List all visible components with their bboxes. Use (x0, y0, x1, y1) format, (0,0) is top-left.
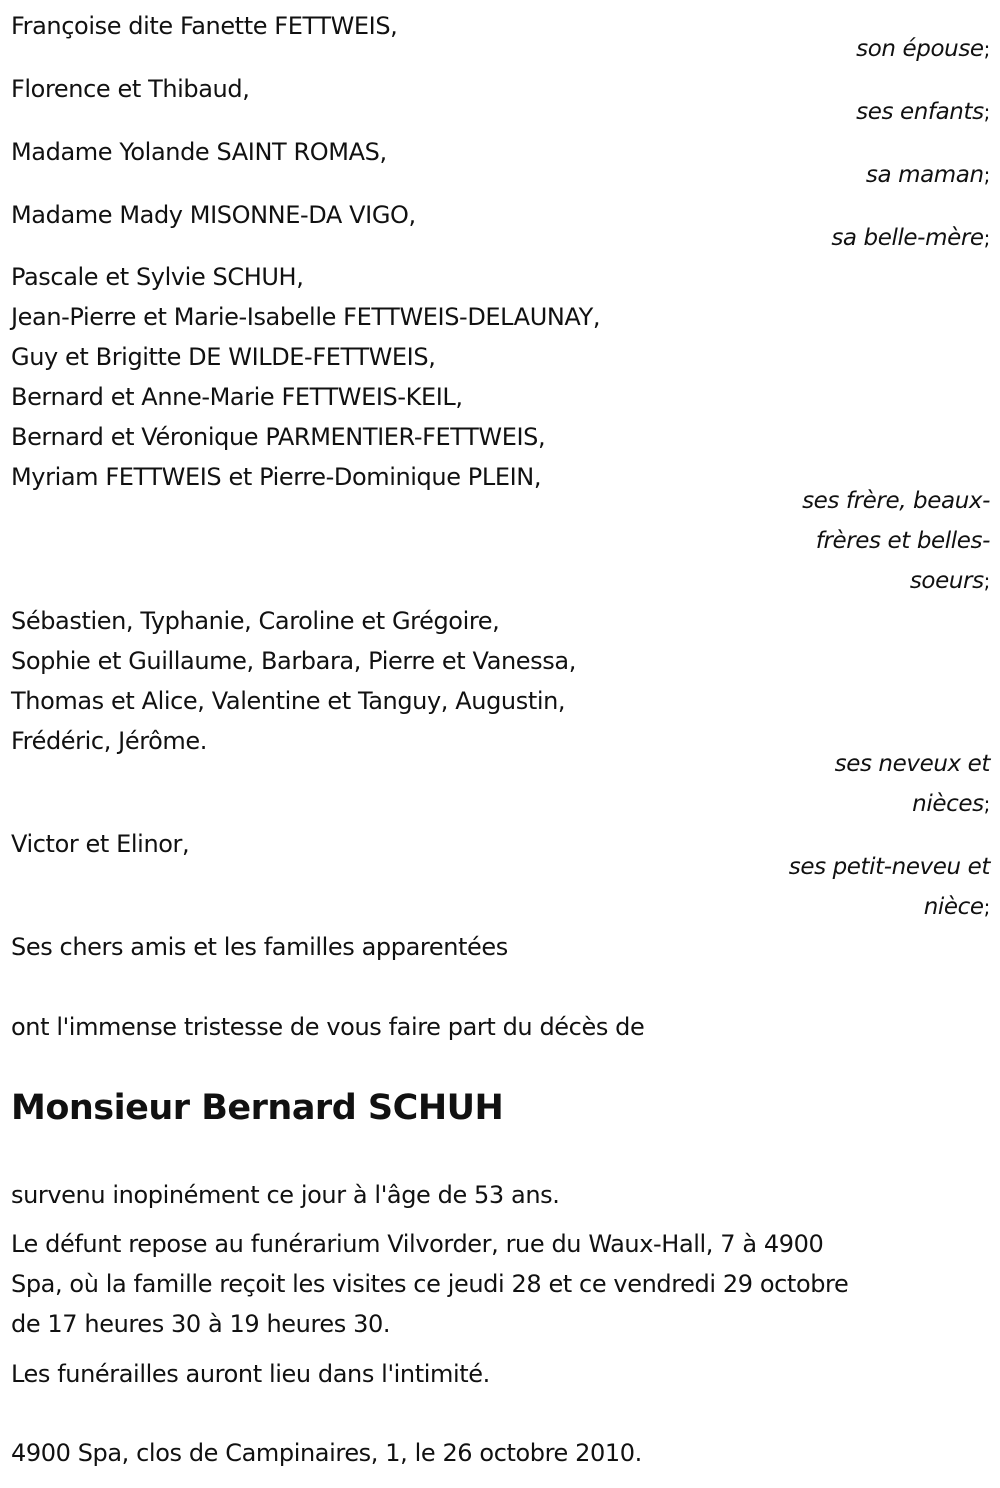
mother-name: Madame Yolande SAINT ROMAS, (11, 138, 387, 166)
siblings-relation-line: soeurs; (909, 568, 990, 594)
mother-relation: sa maman; (865, 162, 990, 188)
sibling-line: Pascale et Sylvie SCHUH, (11, 263, 304, 291)
grand-nephews-relation-line: ses petit-neveu et (788, 854, 990, 880)
siblings-relation-line: frères et belles- (815, 528, 990, 554)
children-names: Florence et Thibaud, (11, 75, 250, 103)
grand-nephews-relation-line: nièce; (923, 894, 990, 920)
visitation-line: Le défunt repose au funérarium Vilvorder, rue du Waux-Hall, 7 à 4900 (11, 1230, 824, 1258)
sibling-line: Bernard et Anne-Marie FETTWEIS-KEIL, (11, 383, 463, 411)
visitation-line: de 17 heures 30 à 19 heures 30. (11, 1310, 391, 1338)
siblings-relation-line: ses frère, beaux- (802, 488, 990, 514)
sibling-line: Jean-Pierre et Marie-Isabelle FETTWEIS-DELAUNAY, (11, 303, 601, 331)
grand-nephews-names: Victor et Elinor, (11, 830, 190, 858)
nephew-line: Frédéric, Jérôme. (11, 727, 207, 755)
nephews-relation-line: ses neveux et (834, 751, 990, 777)
announcement-text: ont l'immense tristesse de vous faire part du décès de (11, 1013, 645, 1041)
nephew-line: Sophie et Guillaume, Barbara, Pierre et Vanessa, (11, 647, 576, 675)
spouse-relation: son épouse; (856, 36, 990, 62)
spouse-name: Françoise dite Fanette FETTWEIS, (11, 12, 398, 40)
nephew-line: Sébastien, Typhanie, Caroline et Grégoire, (11, 607, 500, 635)
mother-in-law-relation: sa belle-mère; (831, 225, 990, 251)
funeral-text: Les funérailles auront lieu dans l'intimité. (11, 1360, 490, 1388)
circumstance-text: survenu inopinément ce jour à l'âge de 53 ans. (11, 1181, 560, 1209)
children-relation: ses enfants; (856, 99, 990, 125)
mother-in-law-name: Madame Mady MISONNE-DA VIGO, (11, 201, 416, 229)
nephew-line: Thomas et Alice, Valentine et Tanguy, Augustin, (11, 687, 566, 715)
sibling-line: Myriam FETTWEIS et Pierre-Dominique PLEIN, (11, 463, 542, 491)
friends-line: Ses chers amis et les familles apparentées (11, 933, 508, 961)
visitation-line: Spa, où la famille reçoit les visites ce jeudi 28 et ce vendredi 29 octobre (11, 1270, 849, 1298)
sibling-line: Guy et Brigitte DE WILDE-FETTWEIS, (11, 343, 436, 371)
address-date: 4900 Spa, clos de Campinaires, 1, le 26 octobre 2010. (11, 1439, 642, 1467)
deceased-name: Monsieur Bernard SCHUH (11, 1088, 504, 1128)
nephews-relation-line: nièces; (912, 791, 990, 817)
sibling-line: Bernard et Véronique PARMENTIER-FETTWEIS, (11, 423, 546, 451)
